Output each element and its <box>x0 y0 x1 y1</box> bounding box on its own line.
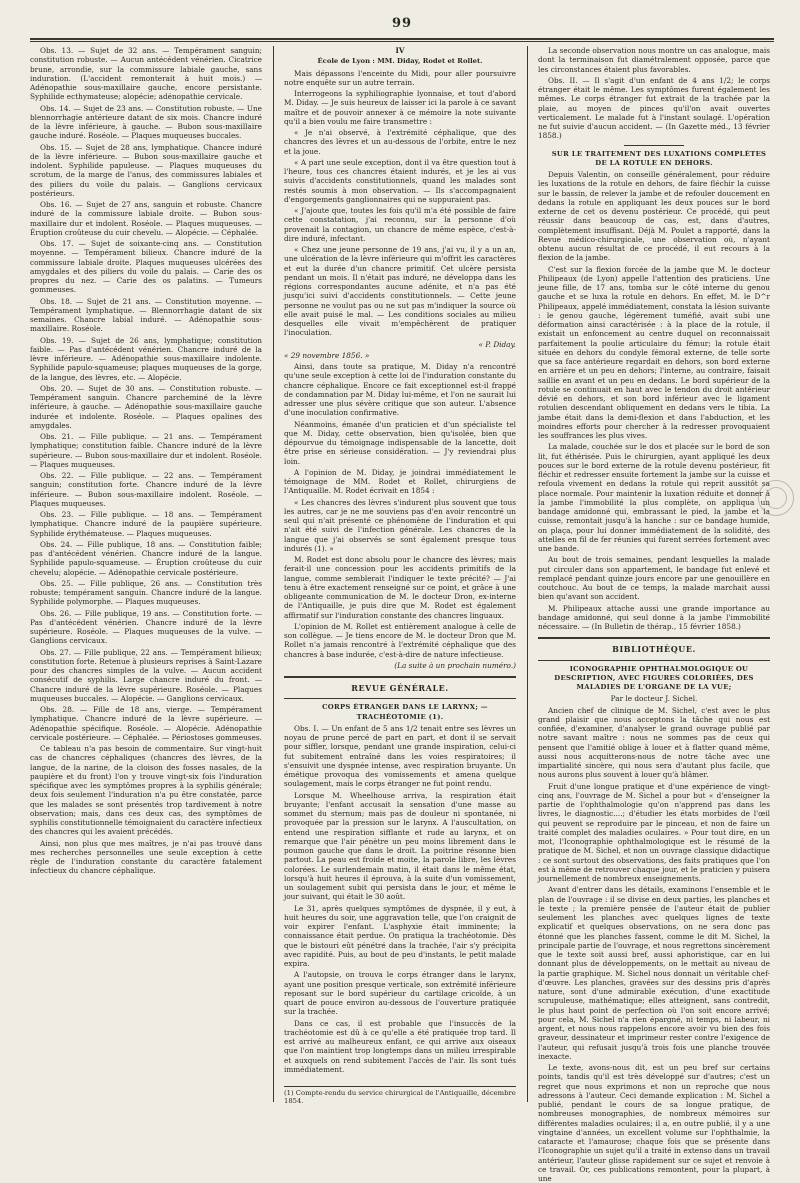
section-heading: REVUE GÉNÉRALE. <box>351 683 449 693</box>
quote-paragraph: « J'ajoute que, toutes les fois qu'il m'a été possible de faire cette constatation, j'ai reconnu, sur la personne d'où provenait la contagion, un chancre de même espèce, c'est-à-dire induré, infectant. <box>284 206 516 243</box>
header-rule-thin <box>30 41 774 42</box>
case-paragraph: Obs. 28. — Fille de 18 ans, vierge. — Tempérament lymphatique. Chancre induré de la lèvre supérieure. — Adénopathie spécifique. Roséole. — Alopécie. Adénopathie cervicale postérieure. — Céphalée. — Périostoses gommeuses. <box>30 705 262 742</box>
body-paragraph: Le 31, après quelques symptômes de dyspnée, il y eut, à huit heures du soir, une aggravation telle, que l'on craignit de voir expirer l'enfant. L'asphyxie était imminente; la connaissance était perdue. On pratiqua la trachéotomie. Dès que le bistouri eût pénétré dans la trachée, l'air s'y précipita avec rapidité. Puis, au bout de peu d'instants, le petit malade expira. <box>284 903 516 968</box>
to-be-continued: (La suite à un prochain numéro.) <box>394 660 516 670</box>
column-divider <box>273 46 274 1102</box>
section-heading-box <box>284 676 516 699</box>
column-divider <box>527 46 528 1102</box>
signature: « P. Diday. <box>478 339 516 349</box>
quote-paragraph: « A part une seule exception, dont il va être question tout à l'heure, tous ces chancres étaient indurés, et je les ai vus suivis d'accidents constitutionnels, quand les malades sont restés soumis à mon observation. — Ils s'accompagnaient d'engorgements ganglionnaires qui ne suppuraient pas. <box>284 157 516 204</box>
body-paragraph: Lorsque M. Wheelhouse arriva, la respiration était bruyante; l'enfant accusait la sensation d'une masse au sommet du sternum; mais pas de douleur ni spontanée, ni provoquée par la pression sur le larynx. A l'auscultation, on entend une respiration sifflante et rude au larynx, et on remarque que l'air pénètre un peu moins librement dans le poumon gauche que dans le droit. La poitrine résonne bien partout. La peau est froide et moite, la parole libre, les lèvres colorées. Le surlendemain matin, il était dans le même état, lorsqu'à huit heures il éprouva, à la suite d'un vomissement, un soulagement subit qui persista dans le jour, et même le jour suivant, qui était le 30 août. <box>284 790 516 902</box>
school-heading: École de Lyon : MM. Diday, Rodet et Rollet. <box>317 57 483 66</box>
case-paragraph: Obs. 22. — Fille publique. — 22 ans. — Tempérament sanguin; constitution forte. Chancre induré de la lèvre inférieure. — Bubon sous-maxillaire indolent. Roséole. — Plaques muqueuses. <box>30 471 262 508</box>
article-heading: SUR LE TRAITEMENT DES LUXATIONS COMPLÈTES DE LA ROTULE EN DEHORS. <box>551 149 767 167</box>
section-heading: BIBLIOTHÈQUE. <box>612 644 696 655</box>
letter-date: « 29 novembre 1856. » <box>284 350 370 360</box>
quote-paragraph: « Les chancres des lèvres s'indurent plus souvent que tous les autres, car je ne me souviens pas d'en avoir rencontré un seul qui n'ait présenté ce phénomène de l'induration et qui n'ait été suivi de l'infection générale. Les chancres de la langue que j'ai observés se sont également presque tous indurés (1). » <box>284 497 516 553</box>
column-middle <box>284 46 516 1102</box>
case-paragraph: Obs. 20. — Sujet de 30 ans. — Constitution robuste. — Tempérament sanguin. Chancre parcheminé de la lèvre inférieure, à gauche. — Adénopathie sous-maxillaire gauche indurée et indolente. Roséole. — Plaques opalines des amygdales. <box>30 383 262 430</box>
header-rule <box>30 38 774 40</box>
body-paragraph: Ancien chef de clinique de M. Sichel, c'est avec le plus grand plaisir que nous acceptons la tâche qui nous est confiée, d'examiner, d'analyser le grand ouvrage publié par notre savant maître : nous ne sommes pas de ceux qui pensent que l'amitié oblige à louer et à flatter quand même, aussi nous acquitterons-nous de notre tâche avec une impartialité sincère, qui nous sera d'autant plus facile, que nous aurons plus souvent à louer qu'à blâmer. <box>538 705 770 780</box>
quote-paragraph: « Chez une jeune personne de 19 ans, j'ai vu, il y a un an, une ulcération de la lèvre inférieure qui m'offrit les caractères et eut la durée d'un chancre primitif. Cet ulcère persista pendant un mois. Il n'était pas induré, ne développa dans les régions correspondantes aucune adénite, et n'a pas été jusqu'ici suivi d'accidents constitutionnels. — Cette jeune personne ne voulut pas ou ne sut pas m'indiquer la source où elle avait puisé le mal. — Les conditions sociales au milieu desquelles elle vivait m'empêchèrent de pratiquer l'inoculation. <box>284 245 516 338</box>
body-paragraph: La seconde observation nous montre un cas analogue, mais dont la terminaison fut diamétralement opposée, parce que les circonstances étaient plus favorables. <box>538 46 770 74</box>
body-paragraph: M. Philipeaux attache aussi une grande importance au bandage amidonné, qui seul donne à la jambe l'immobilité nécessaire. — (In Bulletin de thérap., 15 février 1858.) <box>538 603 770 631</box>
case-paragraph: Obs. 18. — Sujet de 21 ans. — Constitution moyenne. — Tempérament lymphatique. — Blennorrhagie datant de six semaines. Chancre labial induré. — Adénopathie sous-maxillaire. Roséole. <box>30 296 262 334</box>
divider <box>624 145 684 146</box>
case-paragraph: Obs. 23. — Fille publique. — 18 ans. — Tempérament lymphatique. Chancre induré de la paupière supérieure. Syphilide érythémateuse. — Plaques muqueuses. <box>30 510 262 538</box>
body-paragraph: Ainsi, dans toute sa pratique, M. Diday n'a rencontré qu'une seule exception à cette loi de l'induration constante du chancre céphalique. Encore ce fait exceptionnel est-il frappé de condamnation par M. Diday lui-même, et l'on ne saurait lui adresser une plus sévère critique que son auteur. L'absence d'une inoculation confirmative. <box>284 362 516 418</box>
body-paragraph: A l'autopsie, on trouva le corps étranger dans le larynx, ayant une position presque verticale, son extrémité inférieure reposant sur le bord supérieur du cartilage cricoïde, à un quart de pouce environ au-dessous de l'ouverture pratiquée sur la trachée. <box>284 970 516 1017</box>
section-heading-box <box>538 637 770 660</box>
stamp-inner-ring <box>765 487 787 509</box>
body-paragraph: Mais dépassons l'enceinte du Midi, pour aller poursuivre notre enquête sur un autre terrain. <box>284 68 516 87</box>
body-paragraph: Néanmoins, émanée d'un praticien et d'un spécialiste tel que M. Diday, cette observation, bien qu'isolée, bien que dépourvue du témoignage indispensable de la lancette, doit être prise en sérieuse considération. — J'y reviendrai plus loin. <box>284 419 516 466</box>
case-paragraph: Obs. 27. — Fille publique, 22 ans. — Tempérament bilieux; constitution forte. Retenue à plusieurs reprises à Saint-Lazare pour des chancres simples de la vulve. — Aucun accident consécutif de syphilis. Large chancre induré du front. — Chancre induré de la lèvre supérieure. Roséole. — Plaques muqueuses buccales. — Alopécie. — Ganglions cervicaux. <box>30 647 262 703</box>
body-paragraph: Interrogeons la syphiliographie lyonnaise, et tout d'abord M. Diday. — Je suis heureux de laisser ici la parole à ce savant maître et de pouvoir annexer à ce mémoire la note suivante qu'il a bien voulu me faire transmettre : <box>284 89 516 126</box>
case-paragraph: Obs. 14. — Sujet de 23 ans. — Constitution robuste. — Une blennorrhagie antérieure datant de six mois. Chancre induré de la lèvre inférieure, à gauche. — Bubon sous-maxillaire gauche induré. Roséole. — Plaques muqueuses buccales. <box>30 103 262 141</box>
section-roman-numeral: IV <box>395 46 405 55</box>
newspaper-page <box>30 10 774 1183</box>
body-paragraph: Le texte, avons-nous dit, est un peu bref sur certains points, tandis qu'il est très développé sur d'autres; c'est un regret que nous exprimons et non un reproche que nous adressons à l'auteur. Ceci demande explication : M. Sichel a publié, pendant le cours de sa longue pratique, de nombreuses monographies, de nombreux mémoires sur différentes maladies oculaires; il a, en outre publié, il y a une vingtaine d'années, un excellent volume sur l'ophthalmie, la cataracte et l'amaurose; chaque fois que se présente dans l'Iconographie un sujet qu'il a traité in extenso dans un travail antérieur, l'auteur glisse rapidement sur ce sujet et renvoie à ce travail. Or, ces publications remontent, pour la plupart, à une <box>538 1063 770 1183</box>
library-stamp-icon <box>758 480 794 516</box>
column-right <box>538 46 770 1183</box>
body-paragraph: Dans ce cas, il est probable que l'insuccès de la trachéotomie est dû à ce qu'elle a été pratiquée trop tard. Il est arrivé au malheureux enfant, ce qui arrive aux oiseaux que l'on maintient trop longtemps dans un milieu irrespirable et auxquels on rend subitement l'accès de l'air. Ils sont tués immédiatement. <box>284 1018 516 1074</box>
body-paragraph: Obs. II. — Il s'agit d'un enfant de 4 ans 1/2; le corps étranger était le même. Les symptômes furent également les mêmes. Le corps étranger fut extrait de la trachée par la plaie, au moyen de pinces qu'il'on avait ouvertes verticalement. Le malade fut à l'instant soulagé. L'opération ne fut suivie d'aucun accident. — (In Gazette méd., 13 février 1858.) <box>538 75 770 141</box>
body-paragraph: Depuis Valentin, on conseille généralement, pour réduire les luxations de la rotule en dehors, de faire fléchir la cuisse sur le bassin, de relever la jambe et de refouler doucement en dedans la rotule en appliquant les deux pouces sur le bord externe de cet os devenu postérieur. Ce procédé, qui peut réussir dans beaucoup de cas, est, dans d'autres, complètement insuffisant. Déjà M. Poulet a rapporté, dans la Revue médico-chirurgicale, une observation où, n'ayant obtenu aucun résultat de ce procédé, il eut recours à la flexion de la jambe. <box>538 170 770 263</box>
body-paragraph: Au bout de trois semaines, pendant lesquelles la malade put circuler dans son appartement, le bandage fut enlevé et remplacé pendant quinze jours encore par une genouillère en coutchouc. Au bout de ce temps, la malade marchait aussi bien qu'avant son accident. <box>538 555 770 602</box>
body-paragraph: M. Rodet est donc absolu pour le chancre des lèvres; mais ferait-il une concession pour les accidents primitifs de la langue, comme semblerait l'indiquer le texte précité? — J'ai tenu à être exactement renseigné sur ce point, et grâce à une obligeante communication de M. le docteur Dron, ex-interne de l'Antiquaille, je puis dire que M. Rodet est également affirmatif sur l'induration constante des chancres linguaux. <box>284 555 516 620</box>
case-paragraph: Obs. 16. — Sujet de 27 ans, sanguin et robuste. Chancre induré de la commissure labiale droite. — Bubon sous-maxillaire dur et indolent. Roséole. — Plaques muqueuses. — Éruption croûteuse du cuir chevelu. — Alopécie. — Céphalée. <box>30 200 262 237</box>
body-paragraph: A l'opinion de M. Diday, je joindrai immédiatement le témoignage de MM. Rodet et Rollet, chirurgiens de l'Antiquaille. M. Rodet écrivait en 1854 : <box>284 467 516 496</box>
case-paragraph: Obs. 26. — Fille publique, 19 ans. — Constitution forte. — Pas d'antécédent vénérien. Chancre induré de la lèvre supérieure. Roséole. — Plaques muqueuses de la vulve. — Ganglions cervicaux. <box>30 608 262 646</box>
book-title: ICONOGRAPHIE OPHTHALMOLOGIQUE OU DESCRIPTION, AVEC FIGURES COLORIÉES, DES MALADIES DE L'ORGANE DE LA VUE; <box>554 664 754 691</box>
page-number: 99 <box>391 16 413 31</box>
case-paragraph: Obs. 24. — Fille publique, 18 ans. — Constitution faible; pas d'antécédent vénérien. Chancre induré de la langue. Syphilide papulo-squameuse. — Éruption croûteuse du cuir chevelu; alopécie. — Adénopathie cervicale postérieure. <box>30 539 262 577</box>
body-paragraph: L'opinion de M. Rollet est entièrement analogue à celle de son collègue. — Je tiens encore de M. le docteur Dron que M. Rollet n'a jamais rencontré à l'extrémité céphalique que des chancres à base indurée, c'est-à-dire de nature infectieuse. <box>284 621 516 659</box>
body-paragraph: Obs. I. — Un enfant de 5 ans 1/2 tenait entre ses lèvres un noyau de prune percé de part en part, et dont il se servait pour siffler, lorsque, pendant une grande inspiration, celui-ci fut subitement entraîné dans les voies respiratoires; il s'ensuivit une dyspnée intense, avec respiration bruyante. Un émétique provoqua des vomissements et amena quelque soulagement, mais le corps étranger ne fut point rendu. <box>284 723 516 789</box>
conclusion-paragraph: Ainsi, non plus que mes maîtres, je n'ai pas trouvé dans mes recherches personnelles une seule exception à cette règle de l'induration constante du caractère fatalement infectieux du chancre céphalique. <box>30 838 262 876</box>
case-paragraph: Obs. 25. — Fille publique, 26 ans. — Constitution très robuste; tempérament sanguin. Chancre induré de la langue. Syphilide polymorphe. — Plaques muqueuses. <box>30 578 262 607</box>
case-paragraph: Obs. 17. — Sujet de soixante-cinq ans. — Constitution moyenne. — Tempérament bilieux. Chancre induré de la commissure labiale droite. Plaques muqueuses ulcérées des amygdales et des piliers du voile du palais. — Carie des os propres du nez. — Carie des os palatins. — Tumeurs gommeuses. <box>30 239 262 295</box>
column-left <box>30 46 262 1102</box>
body-paragraph: C'est sur la flexion forcée de la jambe que M. le docteur Philipeaux (de Lyon) appelle l'attention des praticiens. Une jeune fille, de 17 ans, tomba sur le côté interne du genou gauche et se luxa la rotule en dehors. En effet, M. le D^r Philipeaux, appelé immédiatement, constata la lésion suivante : le genou gauche, légèrement tuméfié, avait subi une déformation ainsi caractérisée : à la place de la rotule, il existait un enfoncement au centre duquel on reconnaissait parfaitement la poulie articulaire du fémur; la rotule était située en dehors du condyle fémoral externe, de telle sorte que sa face antérieure regardait en dehors, son bord externe en arrière et un peu en dehors; l'interne, au contraire, faisait saillie en avant et un peu en dedans. Le bord supérieur de la rotule se continuait en haut avec le tendon du droit antérieur dévié en dehors, et son bord inférieur avec le ligament rotulien descendant obliquement en dedans vers le tibia. La jambe était dans la demi-flexion et dans l'abduction, et les moindres efforts pour chercher à la redresser provoquaient les souffrances les plus vives. <box>538 264 770 440</box>
case-paragraph: Obs. 19. — Sujet de 26 ans, lymphatique; constitution faible. — Pas d'antécédent vénérien. Chancre induré de la lèvre inférieure. — Adénopathie sous-maxillaire indolente. Syphilide papulo-squameuse; plaques muqueuses de la gorge, de la langue, des lèvres, etc. — Alopécie. <box>30 335 262 382</box>
body-paragraph: Fruit d'une longue pratique et d'une expérience de vingt-cinq ans, l'ouvrage de M. Sichel a pour but « d'enseigner la partie de l'ophthalmologie qu'on n'apprend pas dans les livres, le diagnostic....; d'étudier les états morbides de l'œil qui peuvent se reproduire par le pinceau, et non de faire un traité complet des maladies oculaires. » Pour tout dire, en un mot, l'Iconographie ophthalmologique est le résumé de la pratique de M. Sichel, et non un ouvrage classique didactique : ce sont surtout des observations, des faits pratiques que l'on est à même de retrouver chaque jour, et le praticien y puisera journellement de nombreux enseignements. <box>538 781 770 883</box>
case-paragraph: Obs. 15. — Sujet de 28 ans, lymphatique. Chancre induré de la lèvre inférieure. — Bubon sous-maxillaire gauche et indolent. Syphilide papuleuse. — Plaques muqueuses du scrotum, de la marge de l'anus, des commissures labiales et des piliers du voile du palais. — Ganglions cervicaux postérieurs. <box>30 142 262 198</box>
quote-paragraph: « Je n'ai observé, à l'extrémité céphalique, que des chancres des lèvres et un au-dessous de l'orbite, entre le nez et la joue. <box>284 128 516 156</box>
conclusion-paragraph: Ce tableau n'a pas besoin de commentaire. Sur vingt-huit cas de chancres céphaliques (chancres des lèvres, de la langue, de la narine, de la cloison des fosses nasales, de la paupière et du front) l'on y trouve vingt-six fois l'induration spécifique avec les symptômes propres à la syphilis générale; deux fois seulement l'induration n'a pu être constatée, parce que les malades se sont présentés trop tardivement à notre observation; mais, dans ces deux cas, des symptômes de syphilis constitutionnelle témoignaient du caractère infectieux des chancres qui les avaient précédés. <box>30 744 262 837</box>
book-author: Par le docteur J. Sichel. <box>610 694 698 704</box>
footnote: (1) Compte-rendu du service chirurgical de l'Antiquaille, décembre 1854. <box>284 1086 516 1105</box>
article-heading: CORPS ÉTRANGER DANS LE LARYNX; — TRACHÉOTOMIE (1). <box>322 703 488 721</box>
case-paragraph: Obs. 13. — Sujet de 32 ans. — Tempérament sanguin; constitution robuste. — Aucun antécédent vénérien. Cicatrice brune, arrondie, sur la commissure labiale gauche, sans induration. (L'accident remonterait à huit mois.) — Adénopathie sous-maxillaire gauche, encore persistante. Syphilide ecthymateuse; alopécie; adénopathie cervicale. <box>30 46 262 102</box>
body-paragraph: La malade, couchée sur le dos et placée sur le bord de son lit, fut éthérisée. Puis le chirurgien, ayant appliqué les deux pouces sur le bord externe de la rotule devenu postérieur, fit fléchir et redresser ensuite fortement la jambe sur la cuisse et refoula vivement en dedans la rotule qui reprit aussitôt sa place normale. Pour maintenir la luxation réduite et donner à la jambe l'immobilité la plus complète, on appliqua un bandage amidonné qui, embrassant le pied, la jambe et la cuisse, remontait jusqu'à la hanche : sur ce bandage humide, on plaça, pour lui donner immédiatement de la solidité, des attelles en fil de fer réunies qui furent serrées fortement avec une bande. <box>538 442 770 553</box>
case-paragraph: Obs. 21. — Fille publique. — 21 ans. — Tempérament lymphatique; constitution faible. Chancre induré de la lèvre supérieure. — Bubon sous-maxillaire dur et indolent. Roséole. — Plaques muqueuses. <box>30 432 262 469</box>
body-paragraph: Avant d'entrer dans les détails, examinons l'ensemble et le plan de l'ouvrage : il se divise en deux parties, les planches et le texte ; la première pensée de l'auteur était de publier seulement les planches avec quelques lignes de texte explicatif et quelques observations, on ne sera donc pas étonné que les planches fassent, comme le dit M. Sichel, la principale partie de l'ouvrage, et nous regrettons sincèrement que le texte soit aussi bref, aussi aphoristique, car en lui donnant plus de développements, on le mettait au niveau de la partie graphique. M. Sichel nous donnait un véritable chef-d'œuvre. Les planches, gravées sur des dessins pris d'après nature, sont d'une admirable exécution, d'une exactitude scrupuleuse, mathématique; elles atteignent, sans contredit, le plus haut point de perfection où l'on soit encore arrivé; pour cela, M. Sichel n'a rien épargné, ni temps, ni labeur, ni argent, et nous nous rappelons encore avoir vu bien des fois graveur, dessinateur et imprimeur rester contre l'exigence de l'auteur, qui refusait jusqu'à trois fois une planche trouvée inexacte. <box>538 885 770 1061</box>
